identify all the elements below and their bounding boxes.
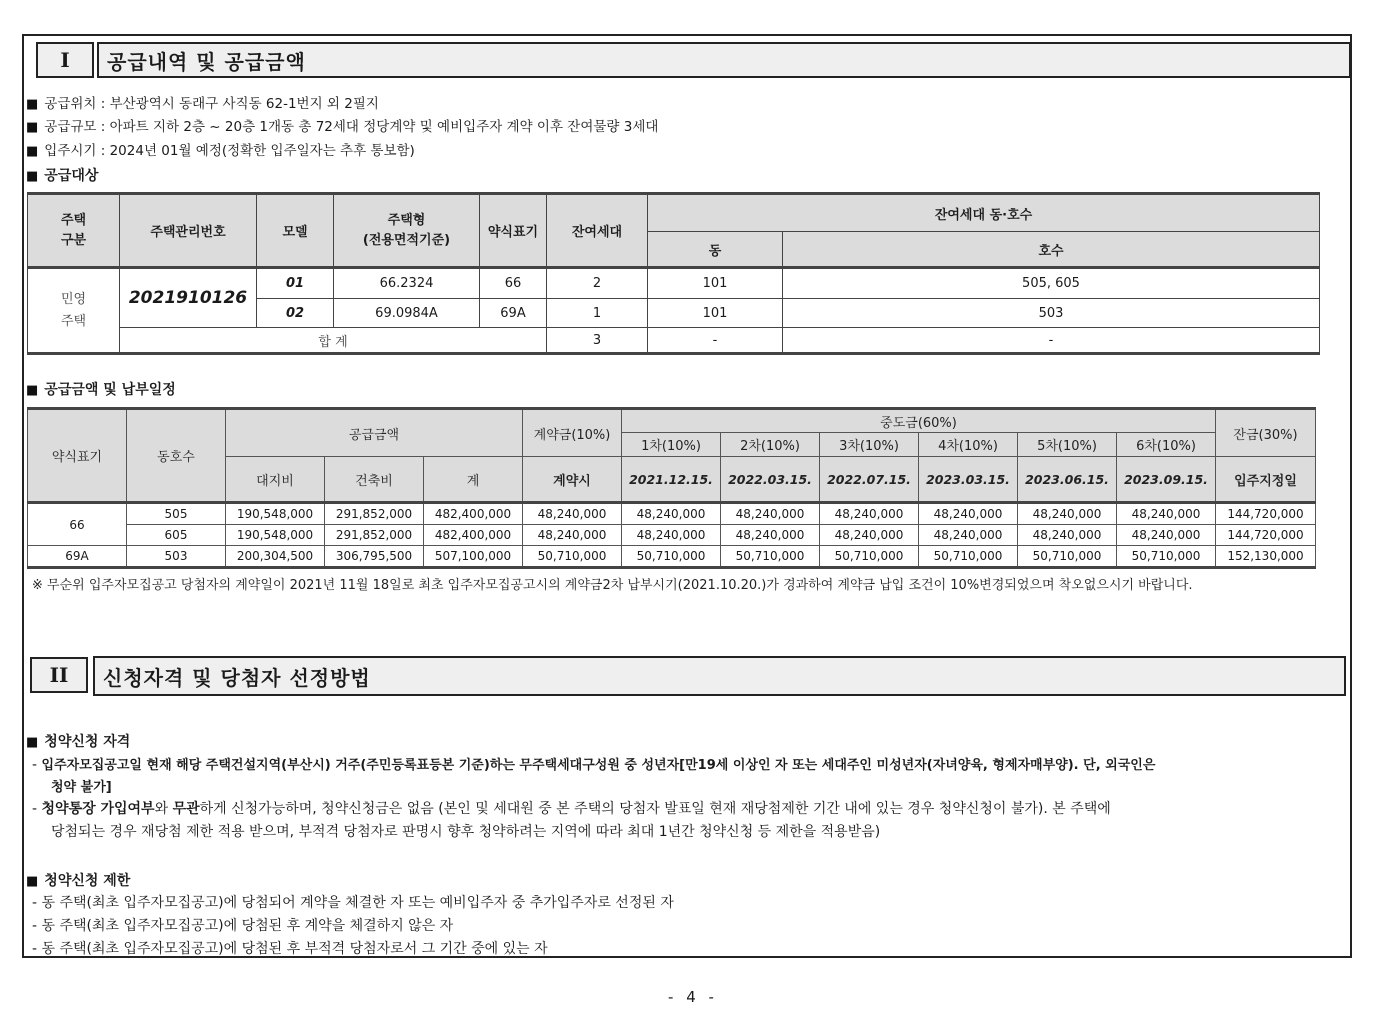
restriction-item: - 동 주택(최초 입주자모집공고)에 당첨된 후 부적격 당첨자로서 그 기간 중에 있는 자: [32, 941, 548, 957]
bullet-square-icon: ■: [26, 97, 39, 112]
cell-land: 190,548,000: [226, 525, 325, 546]
cell-remaining: 1: [547, 299, 648, 328]
header-date-1: 2021.12.15.: [622, 457, 721, 503]
cell-abbr: 69A: [28, 546, 127, 568]
restriction-heading: ■ 청약신청 제한: [26, 873, 131, 889]
cell-mid-2: 48,240,000: [721, 525, 820, 546]
header-remaining: 잔여세대: [547, 194, 648, 268]
table-row: [28, 268, 1320, 299]
bullet-square-icon: ■: [26, 383, 39, 398]
cell-land: 190,548,000: [226, 503, 325, 525]
cell-mid-5: 48,240,000: [1018, 525, 1117, 546]
table-row: [28, 525, 1316, 546]
header-unit: 동호수: [127, 409, 226, 503]
cell-unit: 503: [127, 546, 226, 568]
qualification-item-1: - 입주자모집공고일 현재 해당 주택건설지역(부산시) 거주(주민등록표등본 기준)하는 무주택세대구성원 중 성년자[만19세 이상인 자 또는 세대주인 미성년자(자녀양육, 형제자매부양). 단, 외국인은: [32, 757, 1156, 773]
header-installment-1: 1차(10%): [622, 433, 721, 457]
header-sum: 계: [424, 457, 523, 503]
header-dong: 동: [648, 232, 783, 268]
cell-total-dong: -: [648, 328, 783, 354]
bullet-square-icon: ■: [26, 144, 39, 159]
cell-mid-4: 50,710,000: [919, 546, 1018, 568]
header-contract-when: 계약시: [523, 457, 622, 503]
header-remaining-units: 잔여세대 동·호수: [648, 194, 1320, 232]
cell-housing-type: 66.2324: [334, 268, 480, 299]
table-total-row: [28, 328, 1320, 354]
section-1-number: I: [36, 42, 94, 78]
cell-dong: 101: [648, 268, 783, 299]
restriction-item: - 동 주택(최초 입주자모집공고)에 당첨된 후 계약을 체결하지 않은 자: [32, 918, 454, 934]
table-row: [28, 503, 1316, 525]
cell-mid-6: 48,240,000: [1117, 525, 1216, 546]
header-house-type: 주택 구분: [28, 194, 120, 268]
header-abbr: 약식표기: [28, 409, 127, 503]
header-date-6: 2023.09.15.: [1117, 457, 1216, 503]
qualification-item-1-cont: 청약 불가]: [51, 780, 112, 795]
bullet-square-icon: ■: [26, 120, 39, 135]
cell-mid-3: 50,710,000: [820, 546, 919, 568]
header-land: 대지비: [226, 457, 325, 503]
restriction-item: - 동 주택(최초 입주자모집공고)에 당첨되어 계약을 체결한 자 또는 예비입주자 중 추가입주자로 선정된 자: [32, 895, 674, 911]
cell-sum: 507,100,000: [424, 546, 523, 568]
cell-mid-1: 48,240,000: [622, 503, 721, 525]
header-installment-4: 4차(10%): [919, 433, 1018, 457]
cell-total-remaining: 3: [547, 328, 648, 354]
header-installment-3: 3차(10%): [820, 433, 919, 457]
cell-abbr: 66: [28, 503, 127, 546]
section-1-title: 공급내역 및 공급금액: [97, 42, 1351, 78]
cell-building: 291,852,000: [325, 503, 424, 525]
qualification-heading: ■ 청약신청 자격: [26, 734, 131, 750]
cell-balance: 144,720,000: [1216, 525, 1316, 546]
header-balance-when: 입주지정일: [1216, 457, 1316, 503]
cell-mid-6: 48,240,000: [1117, 503, 1216, 525]
cell-mid-4: 48,240,000: [919, 525, 1018, 546]
cell-balance: 152,130,000: [1216, 546, 1316, 568]
cell-contract: 50,710,000: [523, 546, 622, 568]
cell-sum: 482,400,000: [424, 525, 523, 546]
info-line-location: ■ 공급위치 : 부산광역시 동래구 사직동 62-1번지 외 2필지: [26, 96, 379, 112]
header-installment-6: 6차(10%): [1117, 433, 1216, 457]
cell-ho: 505, 605: [783, 268, 1320, 299]
cell-contract: 48,240,000: [523, 503, 622, 525]
cell-mid-1: 48,240,000: [622, 525, 721, 546]
cell-land: 200,304,500: [226, 546, 325, 568]
cell-mid-5: 50,710,000: [1018, 546, 1117, 568]
bullet-square-icon: ■: [26, 874, 39, 889]
price-schedule-table: [27, 407, 1316, 569]
cell-remaining: 2: [547, 268, 648, 299]
qualification-item-2-cont: 당첨되는 경우 재당첨 제한 적용 받으며, 부적격 당첨자로 판명시 향후 청약하려는 지역에 따라 최대 1년간 청약신청 등 제한을 적용받음): [51, 824, 881, 840]
cell-total-label: 합 계: [120, 328, 547, 354]
cell-housing-type: 69.0984A: [334, 299, 480, 328]
cell-mid-5: 48,240,000: [1018, 503, 1117, 525]
cell-mgmt-no: 2021910126: [120, 268, 257, 328]
cell-ho: 503: [783, 299, 1320, 328]
table-row: [28, 546, 1316, 568]
cell-unit: 605: [127, 525, 226, 546]
cell-house-type: 민영 주택: [28, 268, 120, 354]
bullet-square-icon: ■: [26, 169, 39, 184]
cell-contract: 48,240,000: [523, 525, 622, 546]
header-date-3: 2022.07.15.: [820, 457, 919, 503]
header-date-5: 2023.06.15.: [1018, 457, 1117, 503]
bullet-square-icon: ■: [26, 735, 39, 750]
header-installment-2: 2차(10%): [721, 433, 820, 457]
cell-mid-6: 50,710,000: [1117, 546, 1216, 568]
qualification-item-2: - 청약통장 가입여부와 무관하게 신청가능하며, 청약신청금은 없음 (본인 및 세대원 중 본 주택의 당첨자 발표일 현재 재당첨제한 기간 내에 있는 경우 청약신청이 불가). 본 주택에: [32, 801, 1111, 817]
cell-building: 306,795,500: [325, 546, 424, 568]
header-contract: 계약금(10%): [523, 409, 622, 457]
header-housing-type: 주택형 (전용면적기준): [334, 194, 480, 268]
header-mgmt-no: 주택관리번호: [120, 194, 257, 268]
header-date-2: 2022.03.15.: [721, 457, 820, 503]
section-2-title: 신청자격 및 당첨자 선정방법: [93, 656, 1346, 696]
cell-balance: 144,720,000: [1216, 503, 1316, 525]
price-heading: ■ 공급금액 및 납부일정: [26, 382, 176, 398]
header-abbr: 약식표기: [480, 194, 547, 268]
cell-abbr: 66: [480, 268, 547, 299]
header-model: 모델: [257, 194, 334, 268]
info-line-scale: ■ 공급규모 : 아파트 지하 2층 ~ 20층 1개동 총 72세대 정당계약 및 예비입주자 계약 이후 잔여물량 3세대: [26, 119, 659, 135]
cell-mid-3: 48,240,000: [820, 503, 919, 525]
supply-target-heading: ■ 공급대상: [26, 168, 99, 184]
header-middle: 중도금(60%): [622, 409, 1216, 433]
cell-building: 291,852,000: [325, 525, 424, 546]
cell-total-ho: -: [783, 328, 1320, 354]
header-date-4: 2023.03.15.: [919, 457, 1018, 503]
cell-mid-2: 50,710,000: [721, 546, 820, 568]
section-2-number: II: [30, 657, 88, 693]
cell-model: 02: [257, 299, 334, 328]
cell-mid-4: 48,240,000: [919, 503, 1018, 525]
cell-mid-2: 48,240,000: [721, 503, 820, 525]
page-number: - 4 -: [668, 988, 718, 1006]
header-installment-5: 5차(10%): [1018, 433, 1117, 457]
header-ho: 호수: [783, 232, 1320, 268]
header-supply-price: 공급금액: [226, 409, 523, 457]
cell-model: 01: [257, 268, 334, 299]
price-note: ※ 무순위 입주자모집공고 당첨자의 계약일이 2021년 11월 18일로 최초 입주자모집공고시의 계약금2차 납부시기(2021.10.20.)가 경과하여 계약금 납입 조건이 10%변경되었으며 착오없으시기 바랍니다.: [32, 578, 1193, 593]
cell-unit: 505: [127, 503, 226, 525]
supply-target-table: [27, 192, 1320, 355]
cell-abbr: 69A: [480, 299, 547, 328]
cell-dong: 101: [648, 299, 783, 328]
info-line-move-in: ■ 입주시기 : 2024년 01월 예정(정확한 입주일자는 추후 통보함): [26, 143, 415, 159]
cell-mid-1: 50,710,000: [622, 546, 721, 568]
cell-sum: 482,400,000: [424, 503, 523, 525]
header-balance: 잔금(30%): [1216, 409, 1316, 457]
header-building: 건축비: [325, 457, 424, 503]
cell-mid-3: 48,240,000: [820, 525, 919, 546]
